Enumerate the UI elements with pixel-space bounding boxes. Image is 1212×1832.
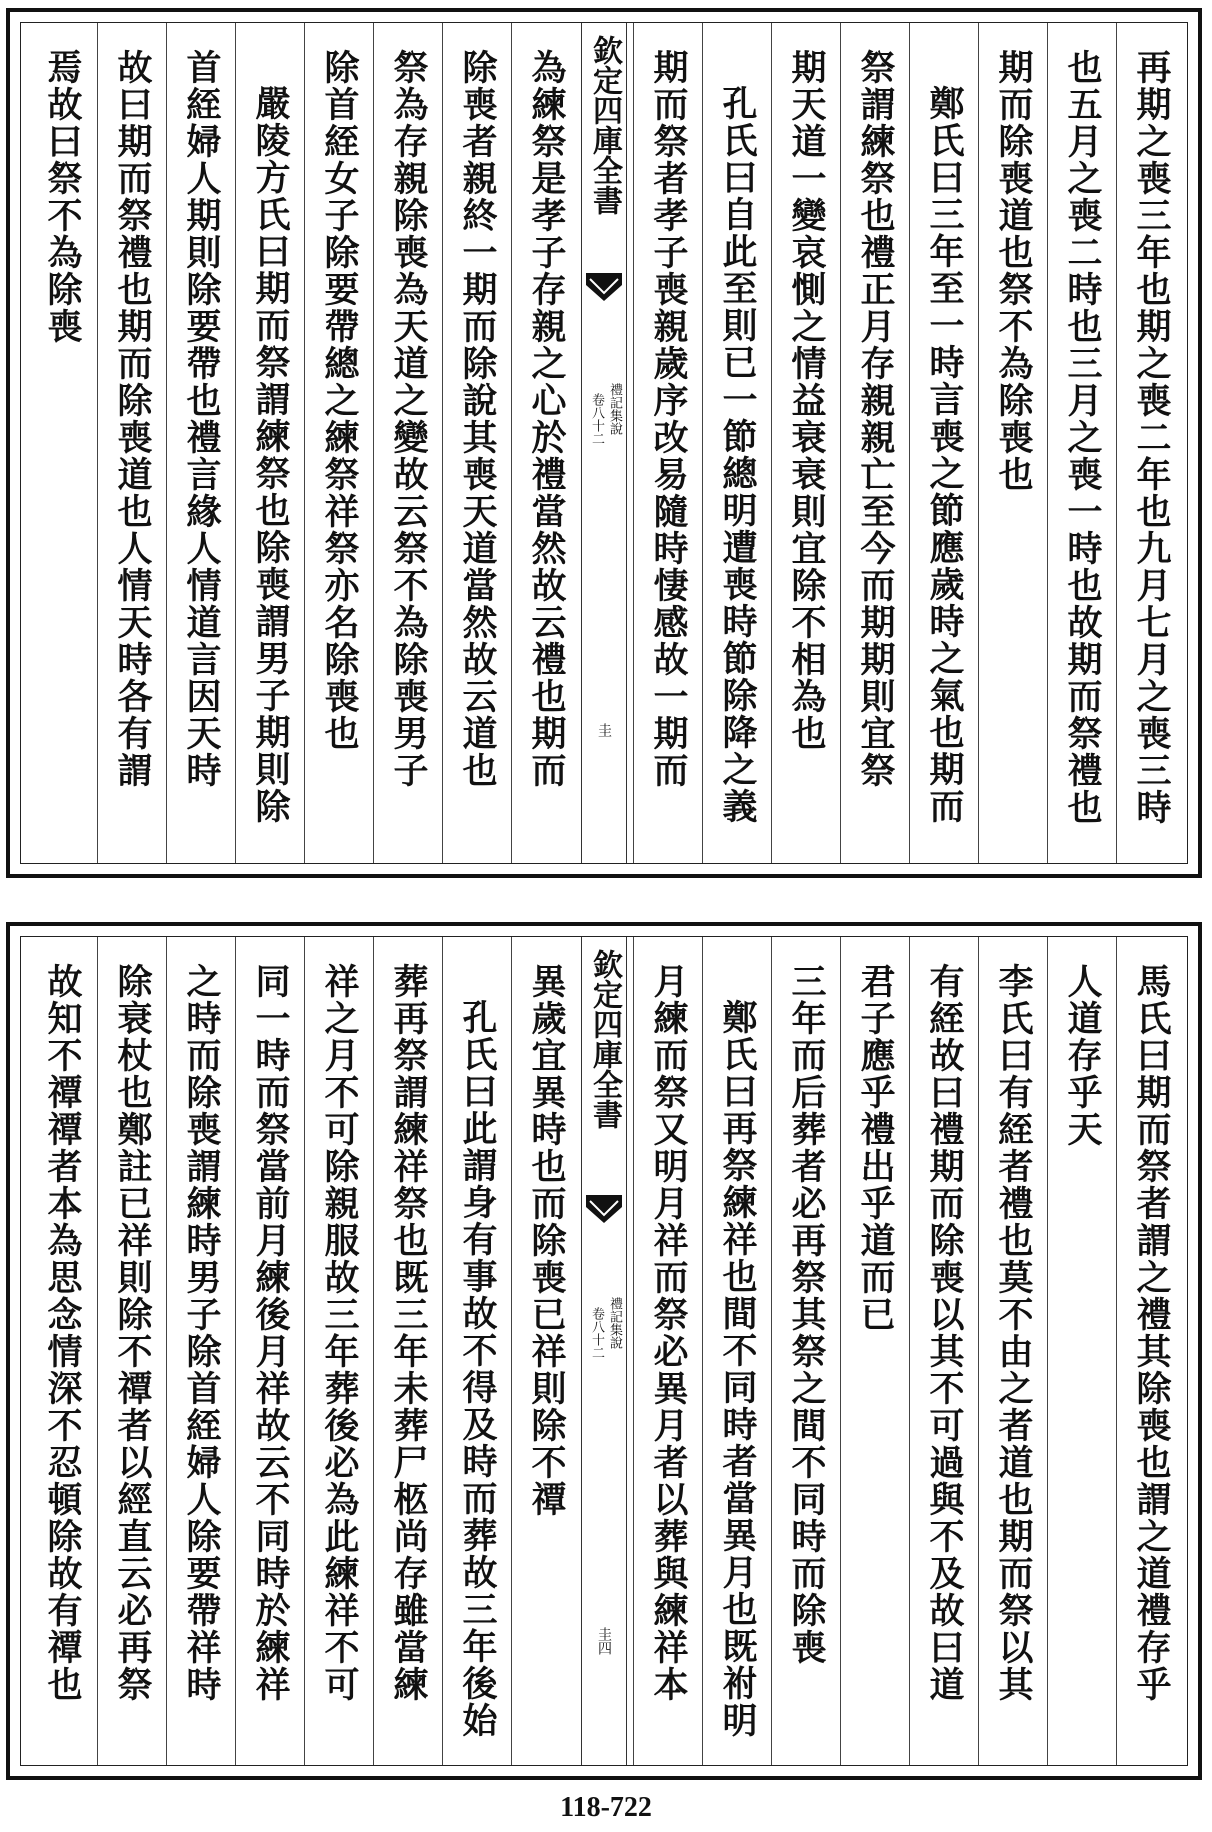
top-column-13: 嚴陵方氏曰期而祭謂練祭也除喪謂男子期則除 [235,23,304,863]
bottom-column-7: 鄭氏曰再祭練祥也間不同時者當異月也既祔明 [702,937,771,1765]
top-column-11: 祭為存親除喪為天道之變故云祭不為除喪男子 [373,23,442,863]
bottom-column-10: 孔氏曰此謂身有事故不得及時而葬故三年後始 [442,937,511,1765]
top-center-strip [581,23,627,863]
bottom-column-12: 祥之月不可除親服故三年葬後必為此練祥不可 [304,937,373,1765]
top-column-3: 期而除喪道也祭不為除喪也 [978,23,1047,863]
bottom-column-16: 故知不禫禫者本為思念情深不忍頓除故有禫也 [42,963,83,1703]
bottom-column-6: 三年而后葬者必再祭其祭之間不同時而除喪 [771,937,840,1765]
bottom-column-11: 葬再祭謂練祥祭也既三年未葬尸柩尚存雖當練 [373,937,442,1765]
book-title: 禮記集說 [607,1297,622,1349]
bottom-column-5: 君子應乎禮出乎道而已 [840,937,909,1765]
top-column-2: 也五月之喪二時也三月之喪一時也故期而祭禮也 [1047,23,1116,863]
page-number: 圭 [596,723,612,737]
bottom-column-14: 之時而除喪謂練時男子除首絰婦人除要帶祥時 [166,937,235,1765]
fishtail-mark-icon [586,1195,622,1223]
bottom-column-3: 李氏曰有絰者禮也莫不由之者道也期而祭以其 [978,937,1047,1765]
top-column-9: 為練祭是孝子存親之心於禮當然故云禮也期而 [511,23,580,863]
page-number: 圭四 [596,1627,612,1655]
top-column-8: 期而祭者孝子喪親歲序改易隨時悽感故一期而 [633,23,702,863]
top-column-14: 首絰婦人期則除要帶也禮言緣人情道言因天時 [166,23,235,863]
top-page-text-frame [20,22,1188,864]
top-column-12: 除首絰女子除要帶總之練祭祥祭亦名除喪也 [304,23,373,863]
library-title: 欽定四庫全書 [587,35,622,215]
top-column-5: 祭謂練祭也禮正月存親親亡至今而期期則宜祭 [840,23,909,863]
bottom-column-8: 月練而祭又明月祥而祭必異月者以葬與練祥本 [633,937,702,1765]
juan-label: 卷八十二 [589,393,604,445]
juan-label: 卷八十二 [589,1307,604,1359]
bottom-column-9: 異歲宜異時也而除喪已祥則除不禫 [511,937,580,1765]
bottom-column-1: 馬氏曰期而祭者謂之禮其除喪也謂之道禮存乎 [1116,937,1185,1765]
bottom-column-13: 同一時而祭當前月練後月祥故云不同時於練祥 [235,937,304,1765]
bottom-page [6,922,1202,1780]
top-column-6: 期天道一變哀惻之情益衰衰則宜除不相為也 [771,23,840,863]
library-title: 欽定四庫全書 [587,949,622,1129]
top-column-16: 焉故曰祭不為除喪 [42,49,83,345]
bottom-column-4: 有絰故曰禮期而除喪以其不可過與不及故曰道 [909,937,978,1765]
top-column-1: 再期之喪三年也期之喪二年也九月七月之喪三時 [1116,23,1185,863]
top-column-10: 除喪者親終一期而除說其喪天道當然故云道也 [442,23,511,863]
bottom-center-strip [581,937,627,1765]
top-page [6,8,1202,878]
bottom-column-15: 除衰杖也鄭註已祥則除不禫者以經直云必再祭 [97,937,166,1765]
bottom-page-text-frame [20,936,1188,1766]
top-column-15: 故曰期而祭禮也期而除喪道也人情天時各有謂 [97,23,166,863]
top-column-4: 鄭氏曰三年至一時言喪之節應歲時之氣也期而 [909,23,978,863]
top-column-7: 孔氏曰自此至則已一節總明遭喪時節除降之義 [702,23,771,863]
bottom-column-2: 人道存乎天 [1047,937,1116,1765]
book-title: 禮記集說 [607,383,622,435]
page-footer-label: 118-722 [560,1792,652,1823]
fishtail-mark-icon [586,273,622,301]
